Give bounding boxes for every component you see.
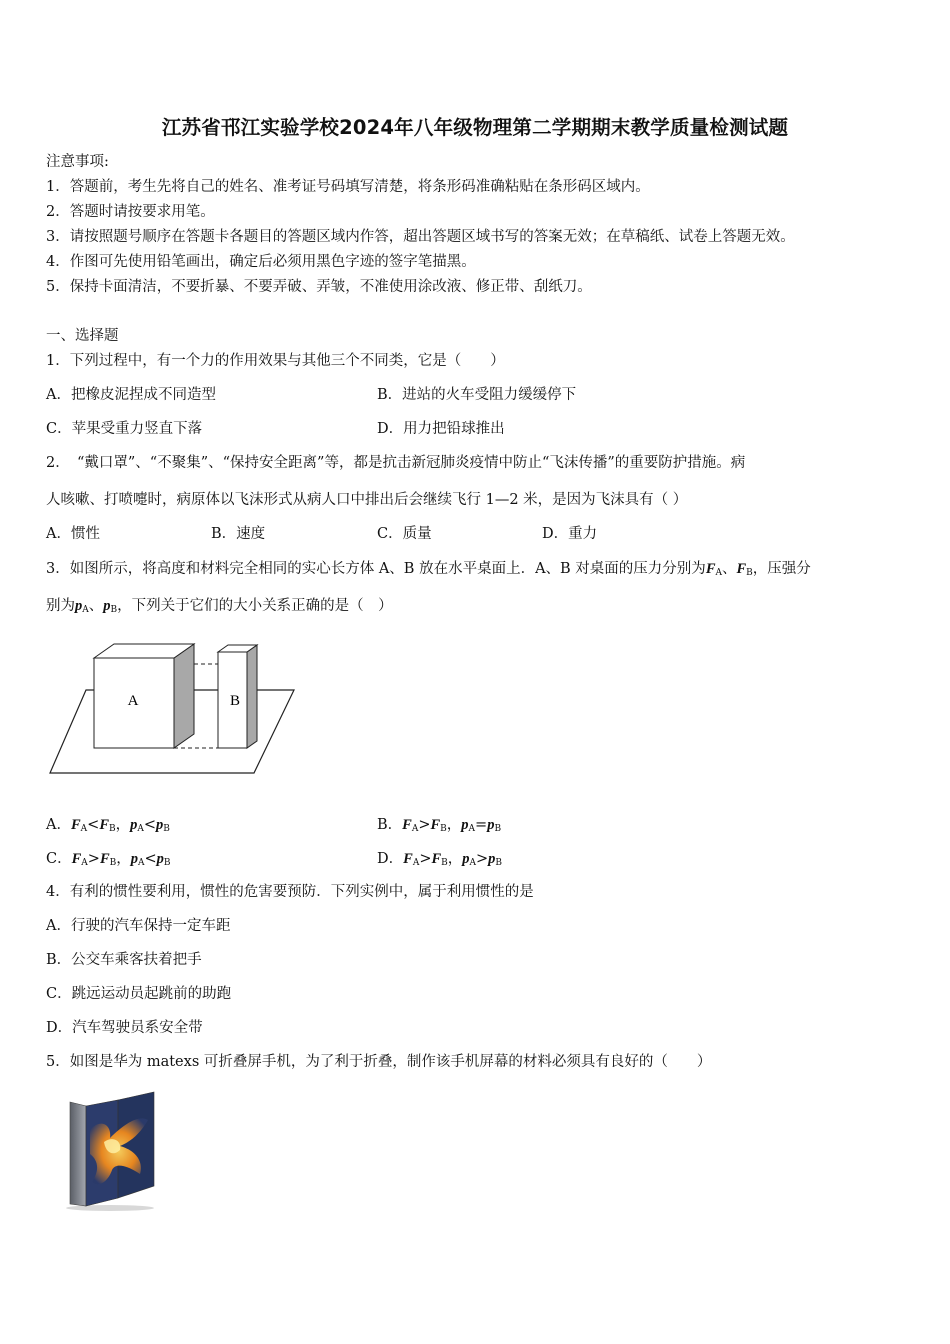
q4-stem: 4．有利的惯性要利用，惯性的危害要预防．下列实例中，属于利用惯性的是 — [46, 884, 534, 900]
section-heading: 一、选择题 — [46, 328, 119, 344]
q2-option-d: D．重力 — [542, 526, 598, 542]
q4-option-a: A．行驶的汽车保持一定车距 — [46, 918, 231, 934]
page-title: 江苏省邗江实验学校2024年八年级物理第二学期期末教学质量检测试题 — [161, 116, 789, 139]
q3-stem-line1: 3．如图所示，将高度和材料完全相同的实心长方体 A、B 放在水平桌面上．A、B 对桌面的压力分别为$F_A$、$F_B$，压强分 — [46, 561, 811, 578]
q1-option-a: A．把橡皮泥捏成不同造型 — [46, 387, 216, 403]
q1-option-c: C．苹果受重力竖直下落 — [46, 421, 203, 437]
q3-option-a: A．$F_A<F_B$，$p_A<p_B$ — [46, 817, 170, 834]
notice-item-5: 5．保持卡面清洁，不要折暴、不要弄破、弄皱，不准使用涂改液、修正带、刮纸刀。 — [46, 279, 592, 295]
notice-heading: 注意事项: — [46, 154, 109, 170]
q3-option-b: B．$F_A>F_B$，$p_A=p_B$ — [377, 817, 502, 834]
blocks-on-table-diagram — [46, 640, 301, 780]
q3-stem-line2: 别为$p_A$、$p_B$，下列关于它们的大小关系正确的是（ ） — [46, 598, 393, 615]
q4-option-d: D．汽车驾驶员系安全带 — [46, 1020, 203, 1036]
q4-option-c: C．跳远运动员起跳前的助跑 — [46, 986, 232, 1002]
notice-item-1: 1．答题前，考生先将自己的姓名、准考证号码填写清楚，将条形码准确粘贴在条形码区域内。 — [46, 179, 650, 195]
q1-option-b: B．进站的火车受阻力缓缓停下 — [377, 387, 577, 403]
block-b-side — [247, 645, 257, 748]
notice-item-3: 3．请按照题号顺序在答题卡各题目的答题区域内作答，超出答题区域书写的答案无效；在草稿纸、试卷上答题无效。 — [46, 229, 795, 245]
q4-option-b: B．公交车乘客扶着把手 — [46, 952, 202, 968]
block-b-label: B — [229, 693, 241, 709]
q2-stem-line1: 2． “戴口罩”、“不聚集”、“保持安全距离”等，都是抗击新冠肺炎疫情中防止“飞沫传播”的重要防护措施。病 — [46, 455, 746, 471]
q2-option-b: B．速度 — [211, 526, 266, 542]
notice-item-2: 2．答题时请按要求用笔。 — [46, 204, 215, 220]
q5-stem: 5．如图是华为 matexs 可折叠屏手机，为了利于折叠，制作该手机屏幕的材料必须具有良好的（ ） — [46, 1054, 712, 1070]
q2-option-a: A．惯性 — [46, 526, 100, 542]
q3-option-d: D．$F_A>F_B$，$p_A>p_B$ — [377, 851, 503, 868]
q2-stem-line2: 人咳嗽、打喷嚏时，病原体以飞沫形式从病人口中排出后会继续飞行 1—2 米，是因为飞沫具有（ ） — [46, 492, 688, 508]
q1-stem: 1．下列过程中，有一个力的作用效果与其他三个不同类，它是（ ） — [46, 353, 505, 369]
q1-option-d: D．用力把铅球推出 — [377, 421, 505, 437]
block-a-side — [174, 644, 194, 748]
foldable-phone-image — [60, 1090, 160, 1212]
q3-option-c: C．$F_A>F_B$，$p_A<p_B$ — [46, 851, 171, 868]
q2-option-c: C．质量 — [377, 526, 432, 542]
notice-item-4: 4．作图可先使用铅笔画出，确定后必须用黑色字迹的签字笔描黑。 — [46, 254, 476, 270]
block-a-label: A — [127, 693, 139, 709]
